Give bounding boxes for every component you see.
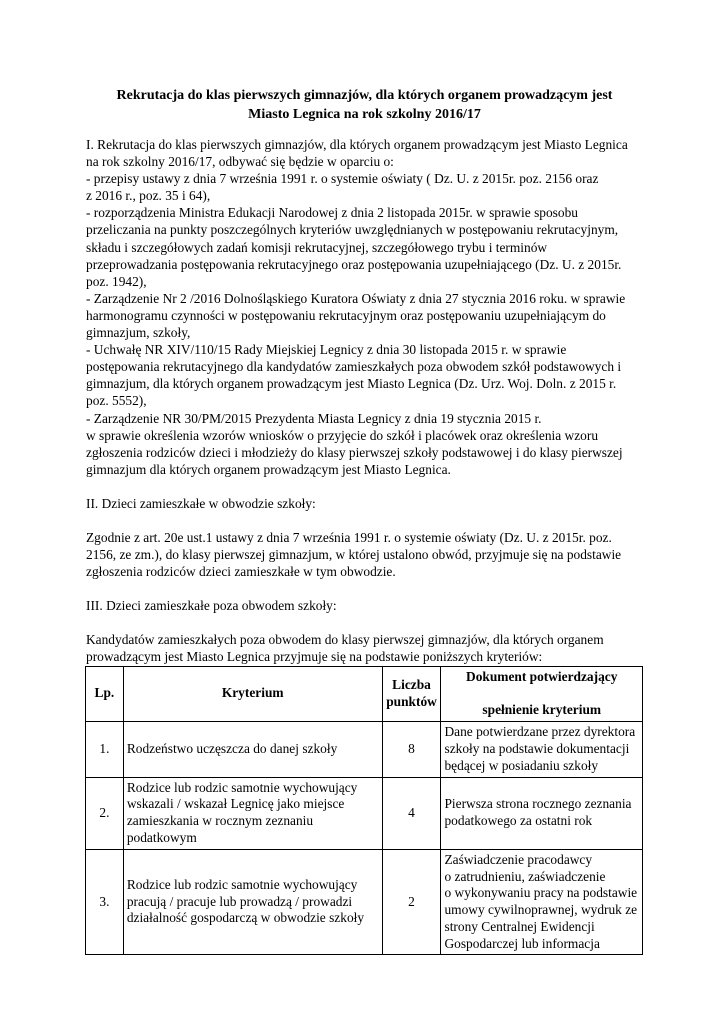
header-punkty: [382, 666, 441, 722]
cell-line: szkoły na podstawie dokumentacji: [444, 740, 630, 756]
header-kryterium: Kryterium: [123, 666, 382, 722]
criteria-table: [85, 666, 643, 956]
cell-dokument: [441, 849, 643, 955]
text-line: gimnazjum, szkoły,: [86, 325, 191, 341]
text-line: - Zarządzenie Nr 2 /2016 Dolnośląskiego Kuratora Oświaty z dnia 27 stycznia 2016 roku. w sprawie: [86, 290, 626, 306]
cell-line: pracują / pracuje lub prowadzą / prowadzi: [126, 893, 353, 909]
text-line: zgłoszenia rodziców dzieci zamieszkałe w tym obwodzie.: [86, 564, 396, 580]
text-line: składu i szczegółowych zadań komisji rekrutacyjnej, szczegółowego trybu i terminów: [86, 239, 548, 255]
cell-line: Pierwsza strona rocznego zeznania: [444, 796, 632, 812]
text-line: w sprawie określenia wzorów wniosków o przyjęcie do szkół i placówek oraz określenia wzoru: [86, 427, 599, 443]
cell-line: Rodzice lub rodzic samotnie wychowujący: [126, 876, 358, 892]
text-line: Kandydatów zamieszkałych poza obwodem do klasy pierwszej gimnazjów, dla których organem: [86, 632, 604, 648]
text-line: gimnazjum, dla których organem prowadzącym jest Miasto Legnica (Dz. Urz. Woj. Doln. z 2015 r.: [86, 376, 617, 392]
cell-kryterium: [123, 849, 382, 955]
cell-kryterium: [123, 722, 382, 777]
cell-line: strony Centralnej Ewidencji: [444, 918, 595, 934]
table-row: [86, 777, 643, 849]
cell-lp: 2.: [86, 777, 124, 849]
cell-line: o zatrudnieniu, zaświadczenie: [444, 868, 606, 884]
section-1-legal-basis: [86, 136, 643, 478]
cell-lp: 3.: [86, 849, 124, 955]
cell-dokument: [441, 722, 643, 777]
section-2-body: [86, 529, 643, 580]
header-lp: Lp.: [86, 666, 124, 722]
cell-kryterium: [123, 777, 382, 849]
cell-dokument: [441, 777, 643, 849]
text-line: gimnazjum dla których organem prowadzącym jest Miasto Legnica.: [86, 461, 451, 477]
text-line: na rok szkolny 2016/17, odbywać się będzie w oparciu o:: [86, 154, 394, 170]
header-punkty-line-2: punktów: [386, 693, 437, 709]
text-line: z 2016 r., poz. 35 i 64),: [86, 188, 211, 204]
table-header-row: [86, 666, 643, 722]
cell-line: podatkowego za ostatni rok: [444, 813, 593, 829]
section-2-heading: II. Dzieci zamieszkałe w obwodzie szkoły:: [86, 495, 316, 511]
document-title: [86, 86, 643, 124]
cell-line: działalność gospodarczą w obwodzie szkoły: [126, 910, 365, 926]
text-line: - Uchwałę NR XIV/110/15 Rady Miejskiej Legnicy z dnia 30 listopada 2015 r. w sprawie: [86, 342, 567, 358]
cell-line: Dane potwierdzane przez dyrektora: [444, 724, 636, 740]
text-line: prowadzącym jest Miasto Legnica przyjmuje się na podstawie poniższych kryteriów:: [86, 649, 543, 665]
text-line: Zgodnie z art. 20e ust.1 ustawy z dnia 7 września 1991 r. o systemie oświaty (Dz. U. z 2015r. poz.: [86, 529, 612, 545]
table-row: [86, 849, 643, 955]
title-line-1: Rekrutacja do klas pierwszych gimnazjów, dla których organem prowadzącym jest: [116, 88, 613, 103]
table-row: [86, 722, 643, 777]
text-line: - Zarządzenie NR 30/PM/2015 Prezydenta Miasta Legnicy z dnia 19 stycznia 2015 r.: [86, 410, 542, 426]
text-line: przeliczania na punkty poszczególnych kryteriów uwzględnianych w postępowaniu rekrutacyjnym,: [86, 222, 619, 238]
cell-line: wskazali / wskazał Legnicę jako miejsce: [126, 796, 345, 812]
cell-line: podatkowym: [126, 829, 197, 845]
text-line: poz. 5552),: [86, 393, 147, 409]
text-line: 2156, ze zm.), do klasy pierwszej gimnazjum, w której ustalono obwód, przyjmuje się na podstawie: [86, 547, 622, 563]
section-3-body: [86, 631, 643, 665]
cell-line: o wykonywaniu pracy na podstawie: [444, 885, 638, 901]
text-line: przeprowadzania postępowania rekrutacyjnego oraz postępowania uzupełniającego (Dz. U. z 2015r.: [86, 256, 622, 272]
cell-line: umowy cywilnoprawnej, wydruk ze: [444, 902, 638, 918]
cell-line: Gospodarczej lub informacja: [444, 935, 600, 951]
text-line: poz. 1942),: [86, 273, 147, 289]
text-line: harmonogramu czynności w postępowaniu rekrutacyjnym oraz postępowaniu uzupełniającym do: [86, 307, 606, 323]
cell-line: Rodzeństwo uczęszcza do danej szkoły: [126, 740, 338, 756]
text-line: - rozporządzenia Ministra Edukacji Narodowej z dnia 2 listopada 2015r. w sprawie sposobu: [86, 205, 578, 221]
cell-line: Rodzice lub rodzic samotnie wychowujący: [126, 779, 358, 795]
cell-punkty: 8: [382, 722, 441, 777]
text-line: zgłoszenia rodziców dzieci i młodzieży do klasy pierwszej szkoły podstawowej i do klasy pierwszej: [86, 444, 623, 460]
text-line: - przepisy ustawy z dnia 7 września 1991 r. o systemie oświaty ( Dz. U. z 2015r. poz. 2156 oraz: [86, 171, 599, 187]
header-dokument: [441, 666, 643, 722]
text-line: I. Rekrutacja do klas pierwszych gimnazjów, dla których organem prowadzącym jest Miasto Legnica: [86, 137, 628, 152]
cell-line: Zaświadczenie pracodawcy: [444, 851, 593, 867]
cell-punkty: 2: [382, 849, 441, 955]
cell-line: zamieszkania w rocznym zeznaniu: [126, 813, 314, 829]
header-punkty-line-1: Liczba: [392, 677, 431, 693]
cell-lp: 1.: [86, 722, 124, 777]
cell-line: będącej w posiadaniu szkoły: [444, 757, 599, 773]
header-dokument-line-2: spełnienie kryterium: [482, 702, 602, 718]
title-line-2: Miasto Legnica na rok szkolny 2016/17: [248, 107, 481, 122]
cell-punkty: 4: [382, 777, 441, 849]
section-3-heading: III. Dzieci zamieszkałe poza obwodem szkoły:: [86, 598, 337, 614]
header-dokument-line-1: Dokument potwierdzający: [466, 668, 618, 684]
text-line: postępowania rekrutacyjnego dla kandydatów zamieszkałych poza obwodem szkół podstawowych i: [86, 359, 622, 375]
